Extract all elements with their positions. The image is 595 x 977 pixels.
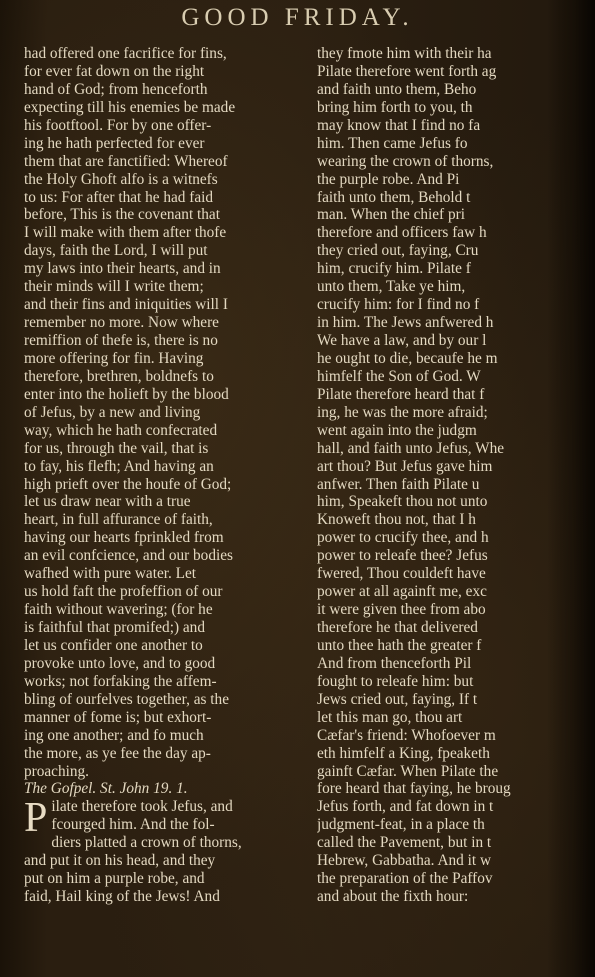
text-line: faith unto them, Behold t (317, 188, 471, 206)
text-line: to us: For after that he had faid (24, 188, 214, 206)
text-line: high prieft over the houfe of God; (24, 475, 232, 493)
text-line: unto thee hath the greater f (317, 636, 482, 654)
text-line: for ever fat down on the right (24, 62, 205, 80)
text-line: the Holy Ghoft alfo is a witnefs (24, 170, 218, 188)
right-column-text (317, 45, 579, 906)
text-line: Cæfar's friend: Whofoever m (317, 726, 496, 744)
left-column-text (24, 45, 302, 780)
text-line: having our hearts fprinkled from (24, 529, 224, 547)
text-line: bling of ourfelves together, as the (24, 690, 229, 708)
text-line: days, faith the Lord, I will put (24, 242, 208, 260)
text-line: and about the fixth hour: (317, 888, 469, 906)
text-line: eth himfelf a King, fpeaketh (317, 744, 490, 762)
dropcap-letter: P (24, 795, 48, 842)
text-line: the more, as ye fee the day ap- (24, 744, 211, 762)
text-line: us hold faft the profeffion of our (24, 583, 223, 601)
text-line: him. Then came Jefus fo (317, 134, 468, 152)
text-line: provoke unto love, and to good (24, 654, 216, 672)
text-line: before, This is the covenant that (24, 206, 220, 224)
text-line: And from thenceforth Pil (317, 654, 472, 672)
text-line: bring him forth to you, th (317, 98, 473, 116)
text-line: anfwer. Then faith Pilate u (317, 475, 480, 493)
text-line: I will make with them after thofe (24, 224, 227, 242)
left-column-tail (24, 834, 302, 906)
dropcap-line: ilate therefore took Jefus, and (51, 798, 233, 816)
text-line: and faith unto them, Beho (317, 80, 477, 98)
text-line: in him. The Jews anfwered h (317, 314, 494, 332)
text-line: expecting till his enemies be made (24, 98, 236, 116)
text-line: way, which he hath confecrated (24, 421, 218, 439)
running-head: GOOD FRIDAY. (181, 4, 414, 31)
text-line: enter into the holieft by the blood (24, 385, 229, 403)
text-line: fwered, Thou couldeft have (317, 565, 486, 583)
text-line: fought to releafe him: but (317, 672, 474, 690)
text-line: fore heard that faying, he broug (317, 780, 511, 798)
text-line: let this man go, thou art (317, 708, 463, 726)
text-line: therefore and officers faw h (317, 224, 487, 242)
text-line: of Jefus, by a new and living (24, 403, 201, 421)
text-line: their minds will I write them; (24, 278, 204, 296)
text-line: himfelf the Son of God. W (317, 367, 481, 385)
text-line: Hebrew, Gabbatha. And it w (317, 852, 492, 870)
text-line: had offered one facrifice for fins, (24, 45, 227, 62)
text-line: him, crucify him. Pilate f (317, 260, 471, 278)
text-line: and their fins and iniquities will I (24, 296, 228, 314)
text-line: diers platted a crown of thorns, (51, 834, 242, 852)
text-line: power to crucify thee, and h (317, 529, 489, 547)
text-line: Jefus forth, and fat down in t (317, 798, 494, 816)
text-line: him, Speakeft thou not unto (317, 493, 488, 511)
text-line: called the Pavement, but in t (317, 834, 492, 852)
text-line: my laws into their hearts, and in (24, 260, 221, 278)
text-line: We have a law, and by our l (317, 332, 487, 349)
text-line: Pilate therefore went forth ag (317, 62, 497, 80)
text-line: power to releafe thee? Jefus (317, 547, 488, 565)
text-line: manner of fome is; but exhort- (24, 708, 212, 726)
text-line: works; not forfaking the affem- (24, 672, 217, 690)
text-line: man. When the chief pri (317, 206, 465, 224)
text-line: unto them, Take ye him, (317, 278, 466, 296)
gospel-heading: The Gofpel. St. John 19. 1. (24, 780, 188, 798)
text-line: wearing the crown of thorns, (317, 152, 494, 170)
text-line: he ought to die, becaufe he m (317, 349, 498, 367)
left-column (24, 45, 302, 906)
text-line: to fay, his flefh; And having an (24, 457, 214, 475)
text-line: gainft Cæfar. When Pilate the (317, 762, 499, 780)
text-line: wafhed with pure water. Let (24, 565, 197, 583)
text-line: judgment-feat, in a place th (317, 816, 485, 834)
text-line: put on him a purple robe, and (24, 870, 205, 888)
text-line: ing one another; and fo much (24, 726, 204, 744)
text-line: his footftool. For by one offer- (24, 116, 212, 134)
text-line: ing, he was the more afraid; (317, 403, 488, 421)
text-line: crucify him: for I find no f (317, 296, 480, 314)
text-line: ing he hath perfected for ever (24, 134, 205, 152)
text-line: heart, in full affurance of faith, (24, 511, 213, 529)
text-line: therefore, brethren, boldnefs to (24, 367, 214, 385)
text-line: proaching. (24, 762, 89, 780)
text-line: is faithful that promifed;) and (24, 619, 205, 636)
dropcap-paragraph (24, 795, 302, 842)
text-line: the purple robe. And Pi (317, 170, 460, 188)
text-line: remiffion of thefe is, there is no (24, 332, 218, 349)
text-line: went again into the judgm (317, 421, 477, 439)
text-line: therefore he that delivered (317, 619, 478, 636)
text-line: it were given thee from abo (317, 601, 486, 619)
text-line: and put it on his head, and they (24, 852, 216, 870)
text-line: faid, Hail king of the Jews! And (24, 888, 220, 906)
text-line: may know that I find no fa (317, 116, 481, 134)
text-line: hand of God; from henceforth (24, 80, 208, 98)
text-line: let us draw near with a true (24, 493, 191, 511)
text-line: the preparation of the Paffov (317, 870, 493, 888)
text-line: hall, and faith unto Jefus, Whe (317, 439, 505, 457)
text-line: Knoweft thou not, that I h (317, 511, 476, 529)
text-line: Jews cried out, faying, If t (317, 690, 478, 708)
text-line: them that are fanctified: Whereof (24, 152, 228, 170)
right-column (317, 45, 579, 906)
text-line: they fmote him with their ha (317, 45, 492, 62)
text-line: more offering for fin. Having (24, 349, 204, 367)
text-line: art thou? But Jefus gave him (317, 457, 493, 475)
text-line: let us confider one another to (24, 636, 203, 654)
text-line: Pilate therefore heard that f (317, 385, 485, 403)
text-line: an evil confcience, and our bodies (24, 547, 233, 565)
text-line: for us, through the vail, that is (24, 439, 209, 457)
dropcap-line: fcourged him. And the fol- (51, 816, 215, 834)
text-line: faith without wavering; (for he (24, 601, 213, 619)
text-line: they cried out, faying, Cru (317, 242, 479, 260)
text-line: remember no more. Now where (24, 314, 219, 332)
text-line: power at all againft me, exc (317, 583, 487, 601)
